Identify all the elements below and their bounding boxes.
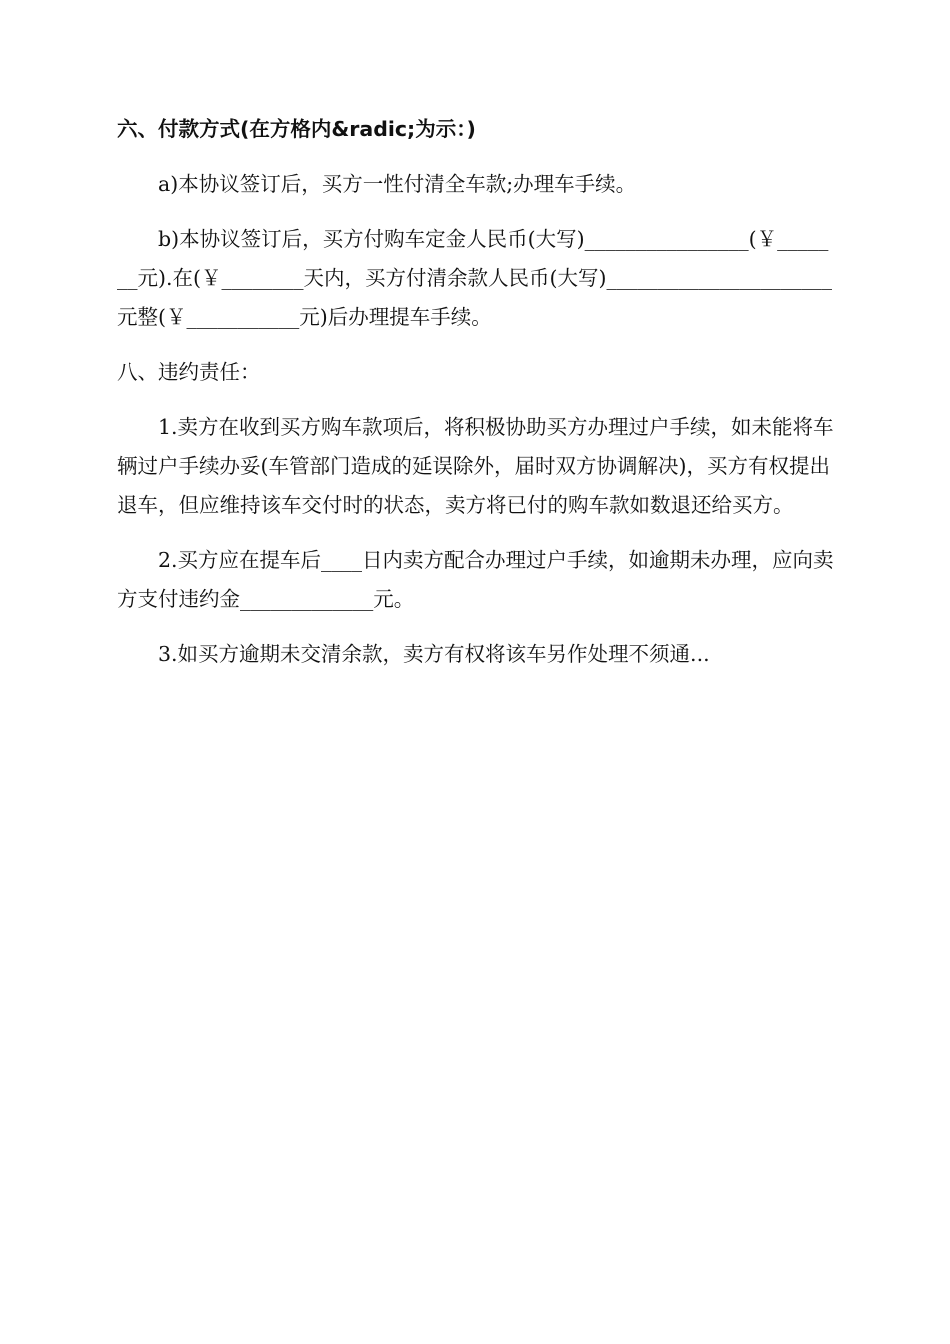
breach-clause-3: 3.如买方逾期未交清余款，卖方有权将该车另作处理不须通...	[158, 642, 710, 666]
breach-clause-1: 1.卖方在收到买方购车款项后，将积极协助买方办理过户手续，如未能将车辆过户手续办妥(车管部门造成的延误除外，届时双方协调解决)，买方有权提出退车，但应维持该车交付时的状态，卖方将已付的购车款如数退还给买方。	[117, 415, 834, 517]
payment-option-a: a)本协议签订后，买方一性付清全车款;办理车手续。	[158, 172, 637, 196]
document-body	[117, 110, 835, 690]
section-title-breach-liability: 八、违约责任：	[117, 360, 261, 384]
breach-clause-2: 2.买方应在提车后____日内卖方配合办理过户手续，如逾期未办理，应向卖方支付违约金_____________元。	[117, 548, 834, 611]
section-title-payment-method: 六、付款方式(在方格内&radic;为示：)	[117, 117, 476, 141]
payment-option-b: b)本协议签订后，买方付购车定金人民币(大写)________________(￥_______元).在(￥________天内，买方付清余款人民币(大写)______________________元整(￥___________元)后办理提车手续。	[117, 227, 833, 329]
